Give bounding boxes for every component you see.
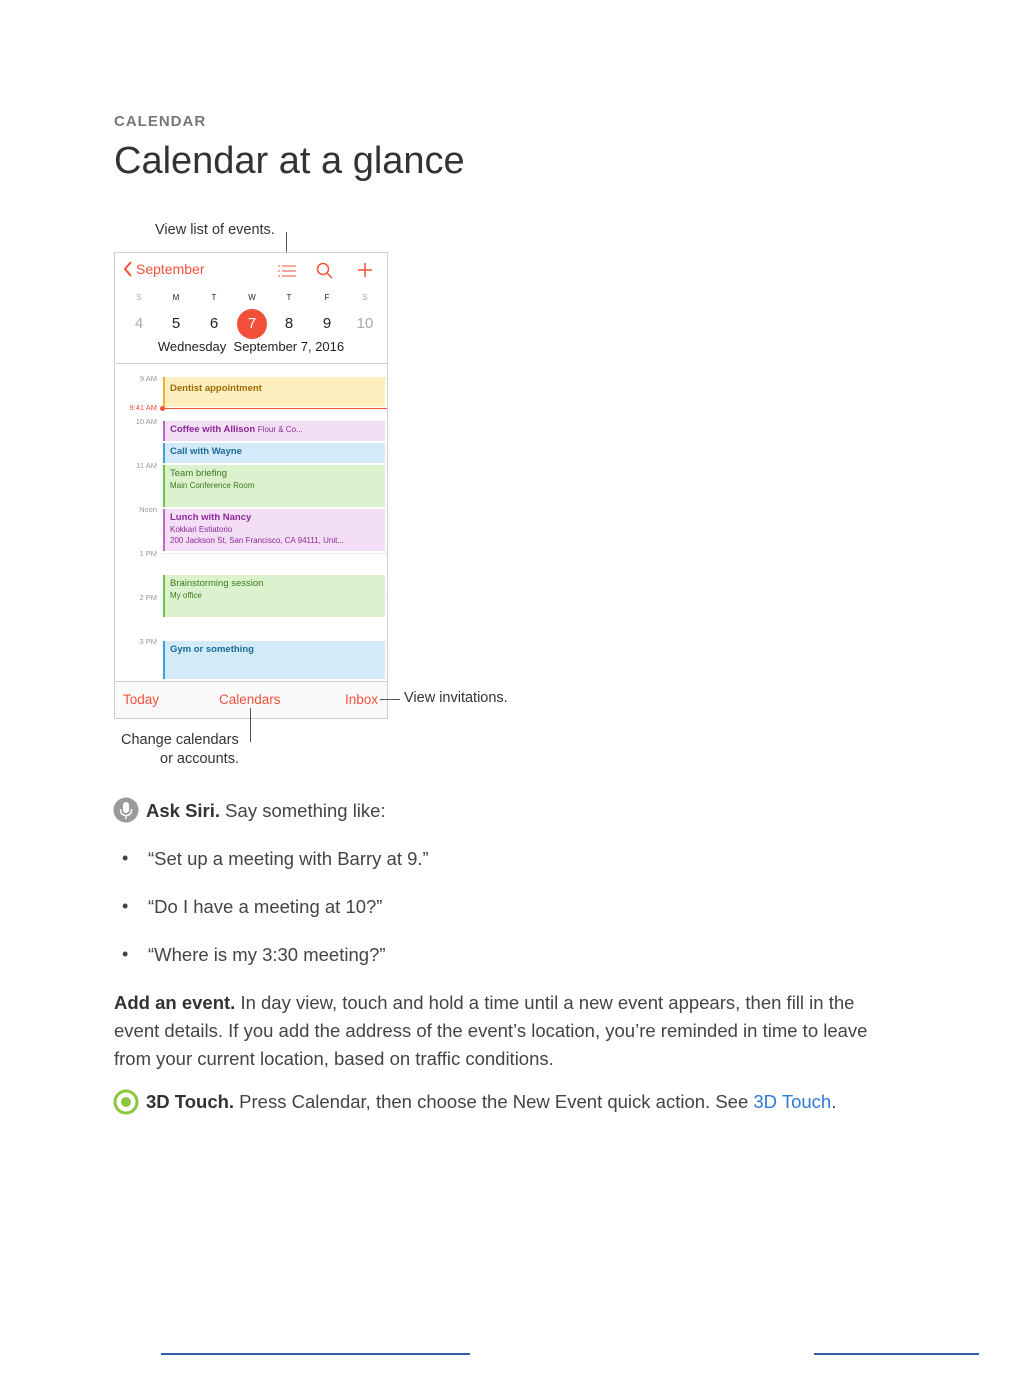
bullet: • bbox=[122, 896, 129, 916]
tab-bar bbox=[115, 681, 387, 719]
event-title: Coffee with Allison bbox=[170, 424, 256, 435]
weekday-row bbox=[115, 293, 387, 305]
event-block[interactable] bbox=[163, 465, 385, 507]
event-title: Brainstorming session bbox=[170, 578, 264, 589]
add-event-text: In day view, touch and hold a time until a new event appears, then fill in the event details. If you add the address of the event’s location, you’re reminded in time to leave from your current location, based on traffic conditions. bbox=[114, 992, 868, 1069]
footer-link-line[interactable] bbox=[161, 1353, 470, 1355]
date-cell[interactable]: 4 bbox=[134, 315, 144, 332]
weekday-letter: T bbox=[286, 293, 292, 302]
full-date-label bbox=[115, 339, 387, 354]
siri-lead: Ask Siri. bbox=[146, 800, 221, 821]
callout-change-calendars: Change calendars bbox=[121, 732, 239, 748]
event-title: Dentist appointment bbox=[170, 383, 262, 394]
hour-label: 11 AM bbox=[136, 461, 157, 470]
current-time-label: 9:41 AM bbox=[129, 403, 157, 412]
add-event-lead: Add an event. bbox=[114, 992, 236, 1013]
event-title: Gym or something bbox=[170, 644, 254, 655]
callout-view-list: View list of events. bbox=[155, 222, 275, 238]
callout-leader-line bbox=[250, 708, 251, 742]
hour-label: 2 PM bbox=[139, 593, 157, 602]
weekday-letter: M bbox=[172, 293, 180, 302]
weekday-letter: S bbox=[362, 293, 368, 302]
add-event-paragraph bbox=[114, 989, 904, 1073]
3d-touch-text: Press Calendar, then choose the New Event quick action. See bbox=[234, 1091, 754, 1112]
page-title: Calendar at a glance bbox=[114, 140, 465, 182]
tab-calendars[interactable]: Calendars bbox=[219, 692, 281, 707]
footer-link-line[interactable] bbox=[814, 1353, 979, 1355]
nav-bar bbox=[115, 253, 387, 289]
event-location: Main Conference Room bbox=[170, 481, 255, 490]
siri-paragraph bbox=[146, 797, 386, 825]
event-block[interactable] bbox=[163, 377, 385, 407]
siri-microphone-icon bbox=[113, 797, 139, 823]
event-block[interactable] bbox=[163, 641, 385, 679]
calendar-phone-screenshot bbox=[114, 252, 388, 719]
section-label: CALENDAR bbox=[114, 113, 207, 130]
list-icon[interactable] bbox=[277, 264, 297, 278]
current-time-dot bbox=[160, 406, 165, 411]
hour-label: Noon bbox=[139, 505, 157, 514]
date-cell[interactable]: 5 bbox=[171, 315, 181, 332]
event-title: Call with Wayne bbox=[170, 446, 242, 457]
3d-touch-lead: 3D Touch. bbox=[146, 1091, 235, 1112]
date-cell[interactable]: 10 bbox=[356, 315, 374, 332]
bullet: • bbox=[122, 848, 129, 868]
siri-example: “Do I have a meeting at 10?” bbox=[148, 896, 383, 917]
event-location: Flour & Co... bbox=[257, 425, 303, 434]
3d-touch-link[interactable]: 3D Touch bbox=[753, 1091, 832, 1112]
date-cell[interactable]: 8 bbox=[284, 315, 294, 332]
full-date-day: Wednesday bbox=[157, 339, 227, 354]
date-strip bbox=[115, 309, 387, 337]
siri-example: “Where is my 3:30 meeting?” bbox=[148, 944, 386, 965]
full-date-text: September 7, 2016 bbox=[233, 339, 345, 354]
weekday-letter: F bbox=[324, 293, 330, 302]
date-cell[interactable]: 9 bbox=[322, 315, 332, 332]
callout-view-invitations: View invitations. bbox=[404, 690, 508, 706]
date-cell[interactable]: 6 bbox=[209, 315, 219, 332]
event-title: Team briefing bbox=[170, 468, 228, 479]
event-location: Kokkari Estiatorio bbox=[170, 525, 233, 534]
hour-label: 9 AM bbox=[139, 374, 157, 383]
tab-today[interactable]: Today bbox=[123, 692, 160, 707]
event-block[interactable] bbox=[163, 509, 385, 551]
hour-gridline bbox=[161, 553, 387, 554]
event-block[interactable] bbox=[163, 575, 385, 617]
current-time-line bbox=[161, 408, 387, 409]
siri-text: Say something like: bbox=[220, 800, 386, 821]
hour-label: 3 PM bbox=[139, 637, 157, 646]
callout-change-calendars-2: or accounts. bbox=[160, 751, 239, 767]
weekday-letter: T bbox=[211, 293, 217, 302]
event-address: 200 Jackson St, San Francisco, CA 94111, Unit... bbox=[170, 536, 345, 545]
3d-touch-paragraph bbox=[146, 1088, 926, 1116]
event-block[interactable] bbox=[163, 443, 385, 463]
divider bbox=[115, 363, 387, 364]
date-cell-selected[interactable]: 7 bbox=[237, 309, 267, 339]
weekday-letter: S bbox=[136, 293, 142, 302]
bullet: • bbox=[122, 944, 129, 964]
weekday-letter: W bbox=[248, 293, 256, 302]
callout-leader-line bbox=[380, 699, 400, 700]
add-icon[interactable] bbox=[357, 262, 373, 278]
event-title: Lunch with Nancy bbox=[170, 512, 252, 523]
3d-touch-end: . bbox=[831, 1091, 837, 1112]
event-location: My office bbox=[170, 591, 202, 600]
chevron-left-icon bbox=[123, 261, 133, 277]
event-block[interactable] bbox=[163, 421, 385, 441]
back-label: September bbox=[136, 261, 205, 277]
hour-label: 10 AM bbox=[135, 417, 157, 426]
hour-label: 1 PM bbox=[139, 549, 157, 558]
search-icon[interactable] bbox=[316, 262, 334, 280]
back-button[interactable] bbox=[123, 261, 204, 277]
siri-example: “Set up a meeting with Barry at 9.” bbox=[148, 848, 429, 869]
tab-inbox[interactable]: Inbox bbox=[345, 692, 379, 707]
3d-touch-icon bbox=[113, 1089, 139, 1115]
